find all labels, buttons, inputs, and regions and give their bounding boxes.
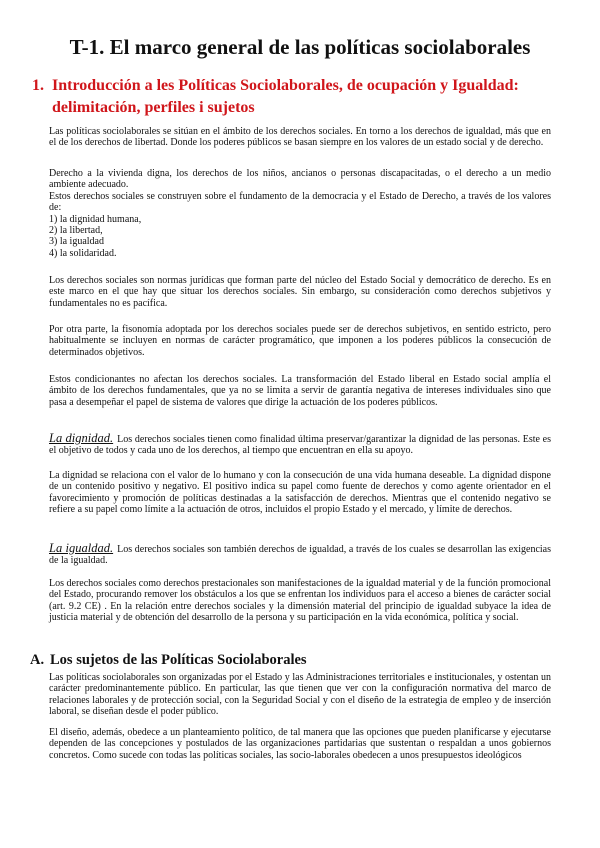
paragraph-text: El diseño, además, obedece a un planteamiento político, de tal manera que las opciones que pueden planificarse y ejecutarse dependen de las concepciones y postulados de las organizaciones partidarias que sustentan o respaldan a unos gobiernos concretos. Como sucede con todas las políticas sociales, las socio-laborales obedecen a unos presupuestos ideológicos — [49, 727, 551, 761]
igualdad-text: Los derechos sociales son también derechos de igualdad, a través de los cuales se desarrollan las exigencias de la igualdad. — [49, 544, 551, 567]
paragraph-text — [49, 543, 551, 567]
paragraph-values — [49, 168, 551, 259]
paragraph-text — [49, 433, 551, 457]
value-item: 2) la libertad, — [49, 225, 103, 237]
value-item: 1) la dignidad humana, — [49, 213, 142, 225]
paragraph-igualdad — [49, 543, 551, 567]
paragraph-text: Derecho a la vivienda digna, los derechos de los niños, ancianos o personas discapacitadas, o el derecho a un medio ambiente adecuado. — [49, 168, 551, 191]
section-a-heading — [30, 651, 307, 669]
igualdad-lead: La igualdad. — [49, 541, 114, 555]
paragraph-intro — [49, 126, 551, 149]
paragraph-text: La dignidad se relaciona con el valor de lo humano y con la consecución de una vida humana deseable. La dignidad dispone de un contenido positivo y negativo. El positivo indica su papel como fuente de derechos y como agente orientador en el favorecimiento y promoción de políticas destinadas a la satisfacción de derechos. Mientras que el contenido negativo se refiere a su papel como límite a la actuación de otros, incluidos el propio Estado y el mercado, y límite de derechos. — [49, 470, 551, 516]
paragraph-sujetos — [49, 672, 551, 718]
paragraph-text: Las políticas sociolaborales son organizadas por el Estado y las Administraciones territoriales e institucionales, y ostentan un carácter predominantemente público. En particular, las que tienen que ver con la configuración normativa del marco de relaciones laborales y de protección social, con la Seguridad Social y con el diseño de la estrategia de empleo y de inserción laboral, se diseñan desde el poder público. — [49, 672, 551, 718]
paragraph-condicionantes — [49, 374, 551, 408]
paragraph-dignidad-detail — [49, 470, 551, 516]
dignidad-lead: La dignidad. — [49, 431, 114, 445]
dignidad-text: Los derechos sociales tienen como finalidad última preservar/garantizar la dignidad de las personas. Este es el objetivo de todos y cada uno de los derechos, al tiempo que encuentran en ella su apoyo. — [49, 434, 551, 457]
section-a-title: Los sujetos de las Políticas Sociolaborales — [50, 652, 307, 668]
paragraph-text: Estos condicionantes no afectan los derechos sociales. La transformación del Estado liberal en Estado social amplía el ámbito de los derechos fundamentales, que ya no se limita a servir de garantía negativa de intereses individuales sino que pasa a desempeñar el papel de sistema de valores que dirige la actuación de los poderes públicos. — [49, 374, 551, 408]
section-1-title: Introducción a les Políticas Sociolaborales, de ocupación y Igualdad: delimitación, perfiles i sujetos — [52, 77, 519, 116]
section-a-number: A. — [30, 652, 45, 668]
paragraph-text: Las políticas sociolaborales se sitúan en el ámbito de los derechos sociales. En torno a los derechos de igualdad, más que en el de los derechos de libertad. Donde los poderes públicos se basan siempre en los valores de un estado social y de derecho. — [49, 126, 551, 149]
value-item: 3) la igualdad — [49, 236, 104, 248]
section-1-number: 1. — [32, 77, 44, 94]
document-title: T-1. El marco general de las políticas sociolaborales — [69, 35, 531, 59]
paragraph-normas — [49, 275, 551, 309]
paragraph-diseno — [49, 727, 551, 761]
paragraph-text: Por otra parte, la fisonomía adoptada por los derechos sociales puede ser de derechos subjetivos, en sentido estricto, pero habitualmente se incluyen en normas de carácter programático, que imponen a los poderes públicos la consecución de determinados objetivos. — [49, 324, 551, 358]
paragraph-dignidad — [49, 433, 551, 457]
value-item: 4) la solidaridad. — [49, 247, 117, 259]
paragraph-text: Los derechos sociales como derechos prestacionales son manifestaciones de la igualdad material y de la función promocional del Estado, procurando remover los obstáculos a los que se enfrentan los individuos para el acceso a bienes de carácter social (art. 9.2 CE) . En la relación entre derechos sociales y la dimensión material del principio de igualdad subyace la idea de justicia material y de obtención del desarrollo de la persona y su participación en la vida económica, política y social. — [49, 578, 551, 624]
paragraph-text: Estos derechos sociales se construyen sobre el fundamento de la democracia y el Estado de Derecho, a través de los valores de: — [49, 190, 551, 214]
section-1-heading — [32, 75, 562, 119]
paragraph-text: Los derechos sociales son normas jurídicas que forman parte del núcleo del Estado Social y democrático de derecho. Es en este marco en el que hay que situar los derechos sociales. Sin embargo, su consideración como derechos subjetivos y fundamentales no es pacífica. — [49, 275, 551, 309]
paragraph-fisonomia — [49, 324, 551, 358]
paragraph-prestacionales — [49, 578, 551, 624]
